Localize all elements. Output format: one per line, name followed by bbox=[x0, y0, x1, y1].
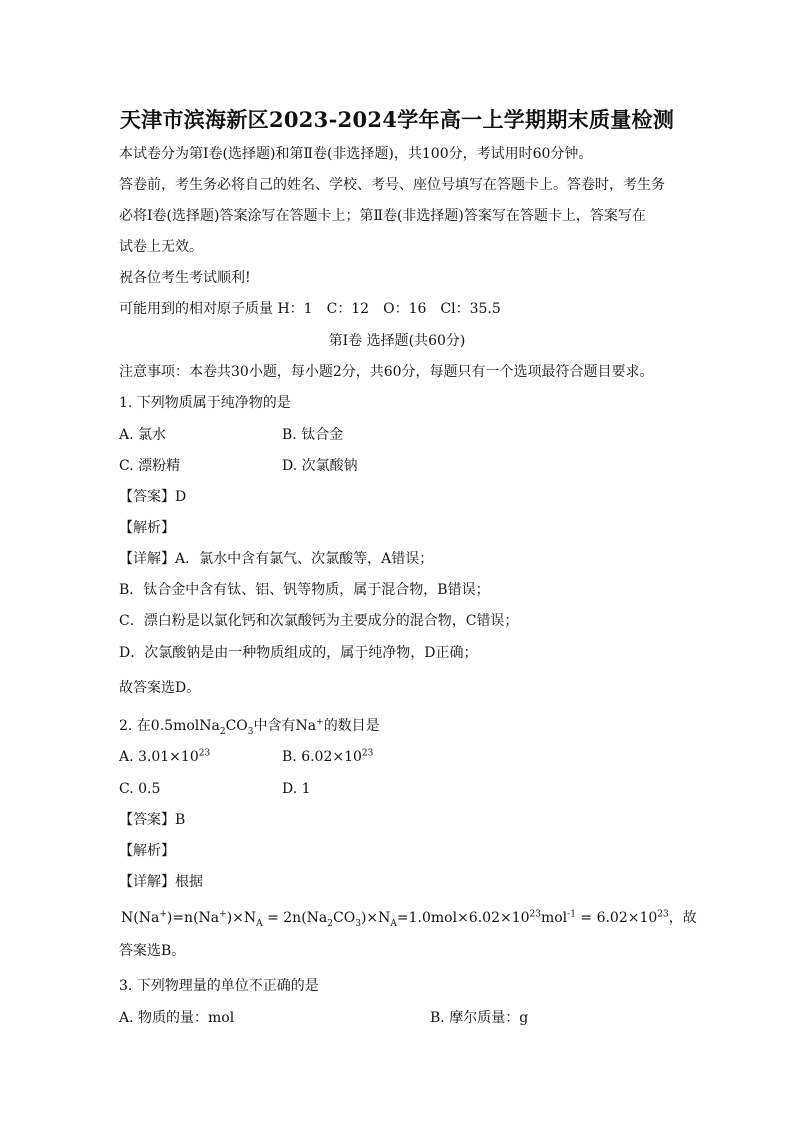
intro-line-3: 必将Ⅰ卷(选择题)答案涂写在答题卡上；第Ⅱ卷(非选择题)答案写在答题卡上，答案写在 bbox=[119, 208, 646, 224]
q1-analysis-label: 【解析】 bbox=[119, 520, 175, 536]
q2-option-a: A. $3.01\times 10^{23}$ bbox=[119, 748, 211, 765]
q1-option-b: B. 钛合金 bbox=[282, 427, 344, 443]
q1-detail-2: B．钛合金中含有钛、铝、钒等物质，属于混合物，B错误； bbox=[119, 582, 490, 598]
q2-option-b: B. $6.02\times 10^{23}$ bbox=[282, 748, 374, 765]
intro-line-2: 答卷前，考生务必将自己的姓名、学校、考号、座位号填写在答题卡上。答卷时，考生务 bbox=[119, 177, 665, 193]
q1-answer: 【答案】D bbox=[119, 489, 187, 505]
page-title: 天津市滨海新区2023-2024学年高一上学期期末质量检测 bbox=[119, 107, 675, 132]
q1-detail-4: D．次氯酸钠是由一种物质组成的，属于纯净物，D正确； bbox=[119, 645, 478, 661]
q2-formula: $N(Na^+)=n(Na^+)\times N_A = 2n(Na_2CO_3)\times N_A=1.0mol\times 6.02\times 10^{23}mol^{-1} = 6.02\times 10^{23}$，故 bbox=[121, 909, 697, 929]
intro-line-5: 祝各位考生考试顺利! bbox=[119, 270, 251, 286]
q1-detail-3: C．漂白粉是以氯化钙和次氯酸钙为主要成分的混合物，C错误； bbox=[119, 613, 519, 629]
q1-option-d: D. 次氯酸钠 bbox=[282, 458, 358, 474]
intro-line-4: 试卷上无效。 bbox=[119, 239, 203, 255]
intro-line-6: 可能用到的相对原子质量 H：1 C：12 O：16 Cl：35.5 bbox=[119, 301, 501, 317]
section-title: 第Ⅰ卷 选择题(共60分) bbox=[328, 333, 466, 349]
q2-stem: 2. 在$0.5molNa_2CO_3$中含有Na+的数目是 bbox=[119, 717, 380, 737]
q2-conclusion: 答案选B。 bbox=[119, 943, 186, 959]
q2-answer: 【答案】B bbox=[119, 812, 186, 828]
q2-option-d: D. 1 bbox=[282, 781, 311, 797]
q3-option-a: A. 物质的量：mol bbox=[119, 1010, 235, 1026]
q1-conclusion: 故答案选D。 bbox=[119, 680, 201, 696]
q1-detail-1: 【详解】A．氯水中含有氯气、次氯酸等，A错误； bbox=[119, 551, 434, 567]
notice-text: 注意事项：本卷共30小题，每小题2分，共60分，每题只有一个选项最符合题目要求。 bbox=[119, 364, 654, 380]
q1-option-a: A. 氯水 bbox=[119, 427, 167, 443]
q2-analysis-label: 【解析】 bbox=[119, 843, 175, 859]
q2-option-c: C. 0.5 bbox=[119, 781, 161, 797]
q2-detail: 【详解】根据 bbox=[119, 874, 203, 890]
q1-stem: 1. 下列物质属于纯净物的是 bbox=[119, 395, 291, 411]
q3-stem: 3. 下列物理量的单位不正确的是 bbox=[119, 978, 319, 994]
q1-option-c: C. 漂粉精 bbox=[119, 458, 181, 474]
q3-option-b: B. 摩尔质量：g bbox=[430, 1010, 529, 1026]
intro-line-1: 本试卷分为第Ⅰ卷(选择题)和第Ⅱ卷(非选择题)，共100分，考试用时60分钟。 bbox=[119, 146, 593, 162]
